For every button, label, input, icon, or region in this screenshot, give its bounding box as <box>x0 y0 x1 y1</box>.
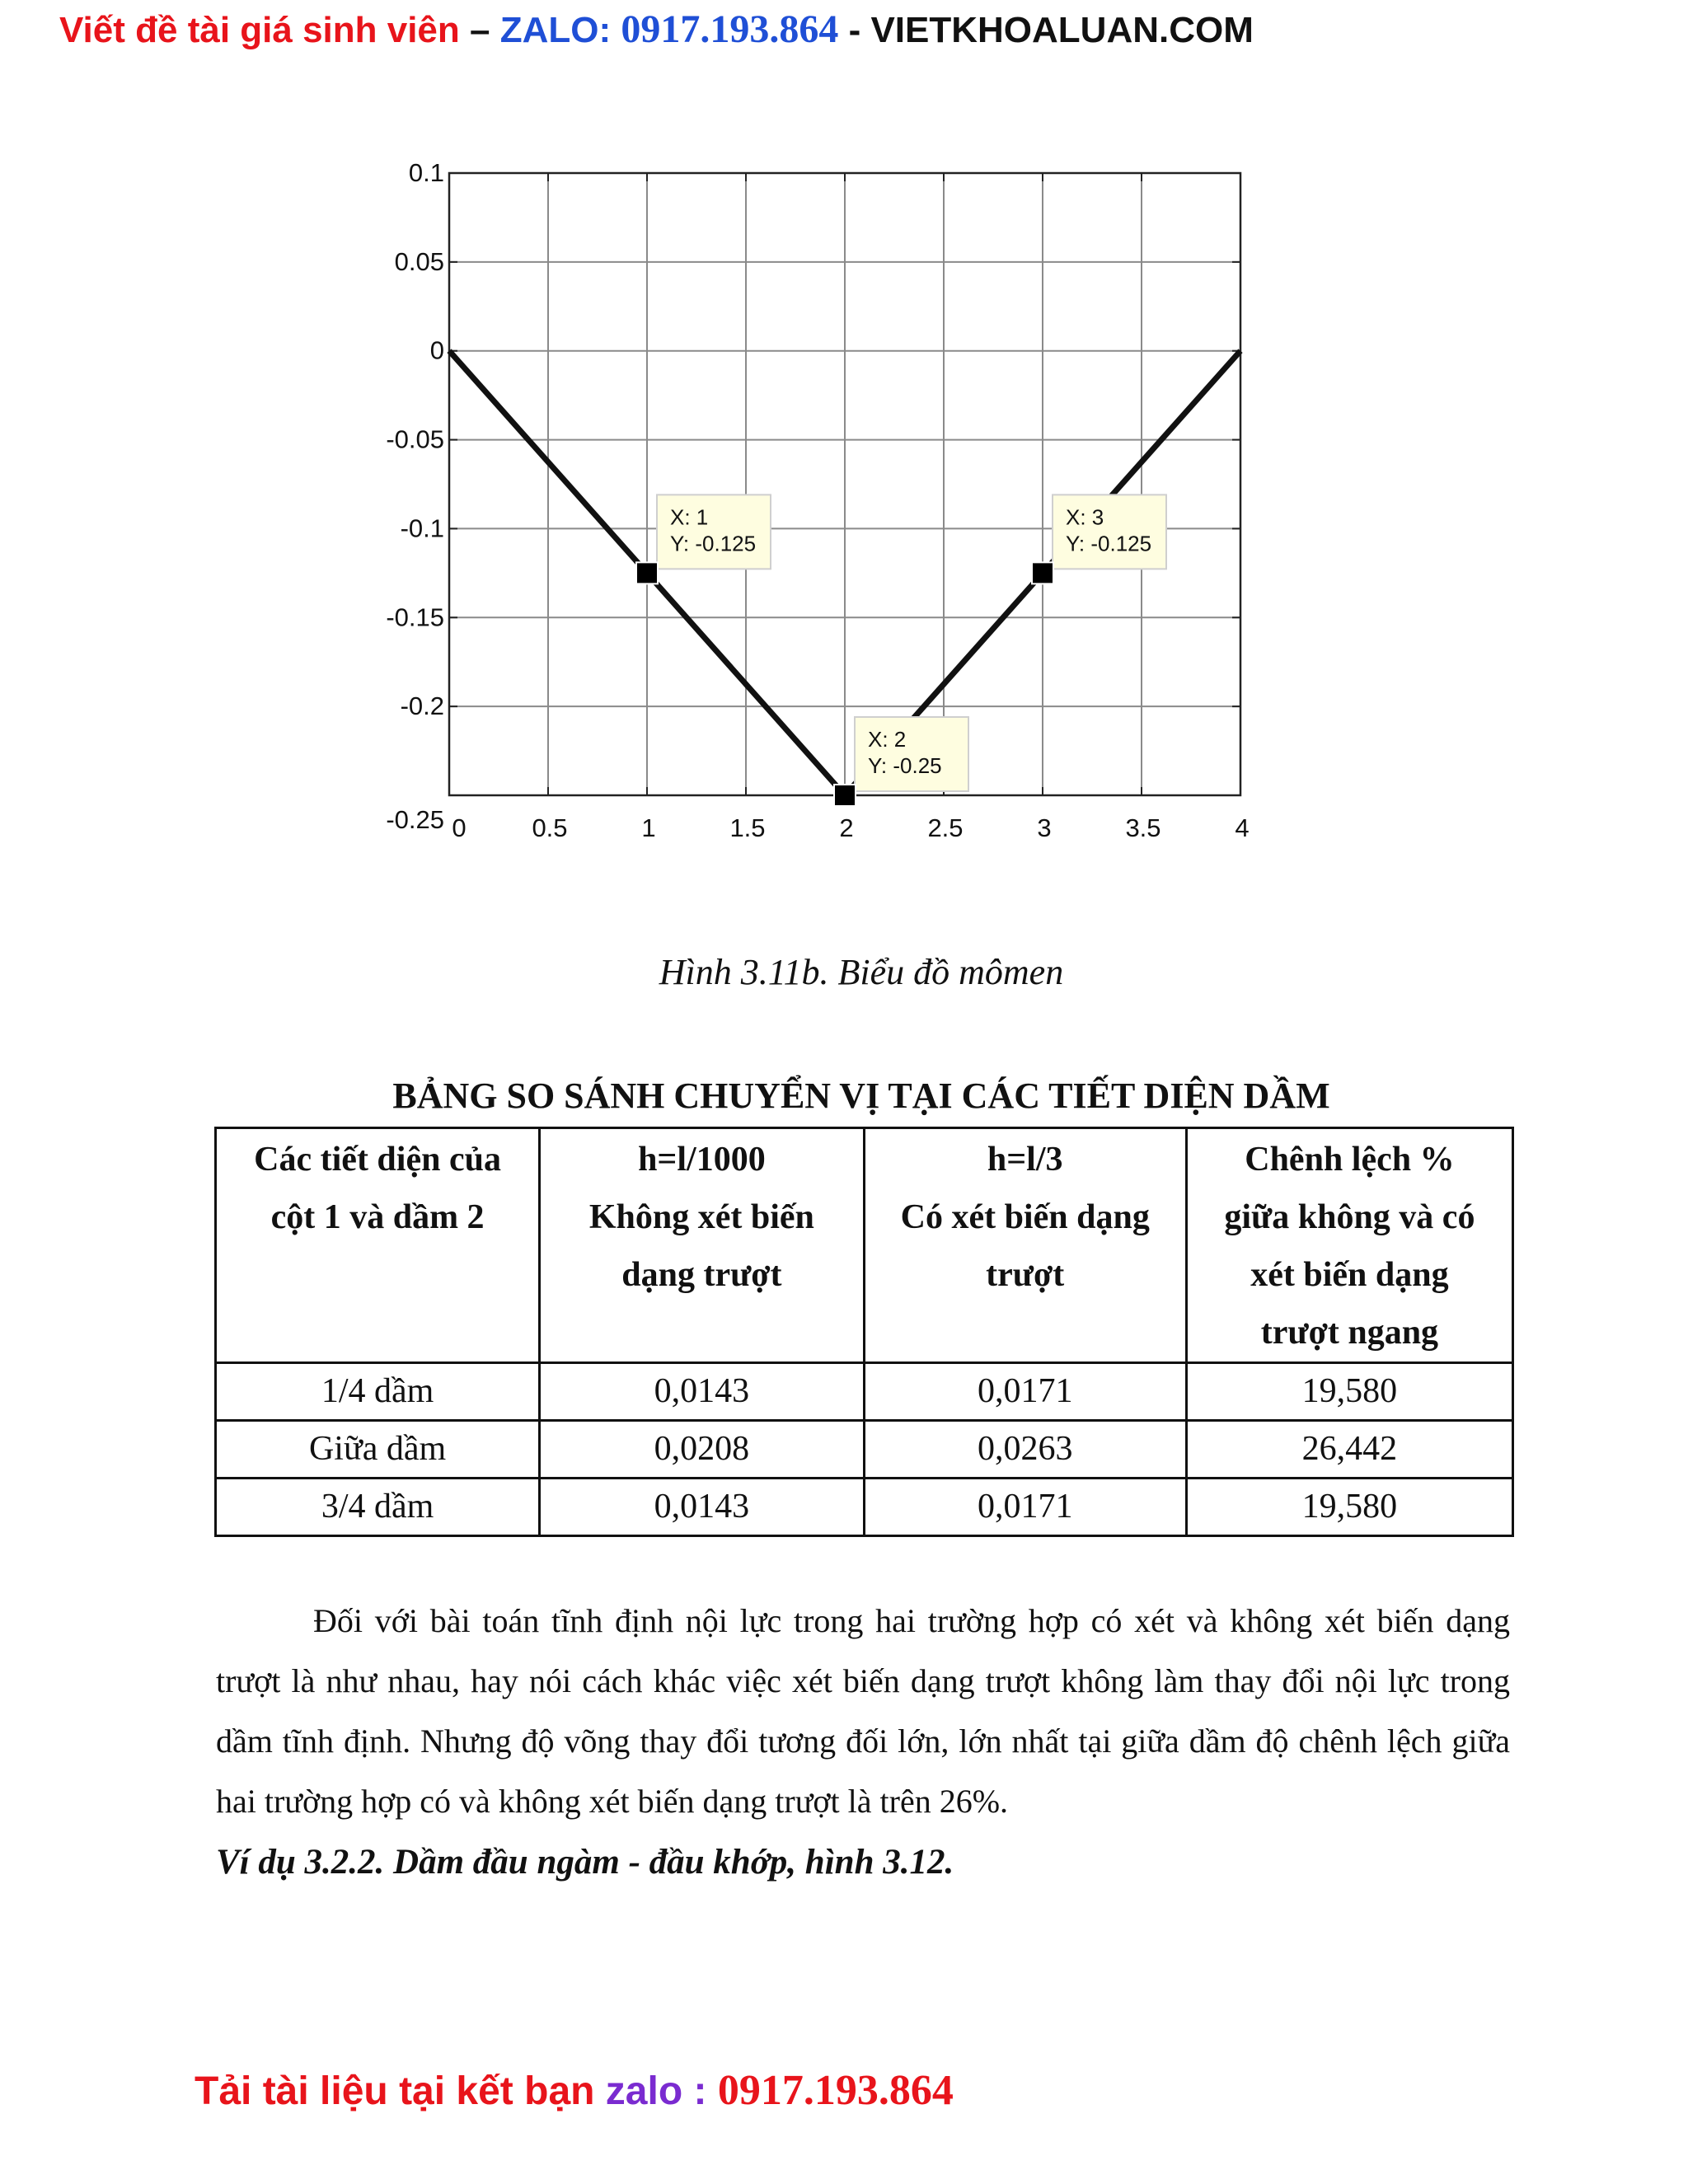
header-service-text: Viết đề tài giá sinh viên <box>59 10 460 50</box>
y-tick-label: -0.15 <box>386 602 444 632</box>
header-phone: 0917.193.864 <box>621 7 839 51</box>
datatip-y-label: Y: -0.25 <box>868 753 942 778</box>
header-line: cột 1 và dầm 2 <box>270 1198 485 1236</box>
header-line: dạng trượt <box>621 1256 782 1294</box>
comparison-table <box>214 1127 1514 1537</box>
x-tick-label: 3.5 <box>1125 813 1161 842</box>
datatip-x-label: X: 2 <box>868 727 907 752</box>
table-cell: 0,0208 <box>540 1421 864 1479</box>
x-tick-label: 1.5 <box>729 813 766 842</box>
moment-diagram-chart <box>363 148 1302 874</box>
table-cell: 19,580 <box>1186 1479 1512 1536</box>
y-tick-label: 0 <box>429 335 444 365</box>
x-tick-label: 3 <box>1037 813 1052 842</box>
y-tick-label: -0.25 <box>386 805 444 834</box>
y-tick-label: -0.2 <box>400 691 444 721</box>
datatip-y-label: Y: -0.125 <box>1066 531 1152 556</box>
header-zalo-label: ZALO: <box>499 10 621 50</box>
datatip-marker <box>636 562 658 583</box>
header-line: Chênh lệch % <box>1245 1141 1455 1179</box>
header-cell-no-shear <box>540 1128 864 1363</box>
footer-download-text: Tải tài liệu tại kết bạn <box>195 2069 606 2113</box>
y-tick-label: -0.05 <box>386 424 444 454</box>
header-separator: – <box>459 10 500 50</box>
x-tick-label: 1 <box>641 813 656 842</box>
header-line: h=l/3 <box>987 1141 1063 1179</box>
table-header-row <box>216 1128 1513 1363</box>
header-website: - VIETKHOALUAN.COM <box>838 10 1254 50</box>
header-line: Không xét biến <box>588 1198 814 1236</box>
table-row <box>216 1363 1513 1421</box>
table-title: BẢNG SO SÁNH CHUYỂN VỊ TẠI CÁC TIẾT DIỆN DẦM <box>392 1076 1330 1116</box>
header-line: h=l/1000 <box>638 1141 766 1179</box>
header-line: xét biến dạng <box>1250 1256 1449 1294</box>
x-tick-label: 2 <box>839 813 854 842</box>
table-row <box>216 1479 1513 1536</box>
table-cell: 0,0143 <box>540 1479 864 1536</box>
table-cell: 0,0171 <box>864 1479 1186 1536</box>
footer-zalo-label: zalo : <box>605 2069 718 2113</box>
figure-caption: Hình 3.11b. Biểu đồ mômen <box>659 952 1064 992</box>
page-footer-banner <box>195 2064 954 2118</box>
table-cell: 26,442 <box>1186 1421 1512 1479</box>
body-paragraph: Đối với bài toán tĩnh định nội lực trong hai trường hợp có xét và không xét biến dạng trượt là như nhau, hay nói cách khác việc xét biến dạng trượt không làm thay đổi nội lực trong dầm tĩnh định. Nhưng độ võng thay đổi tương đối lớn, lớn nhất tại giữa dầm độ chênh lệch giữa hai trường hợp có và không xét biến dạng trượt là trên 26%. <box>216 1602 1510 1820</box>
table-cell: Giữa dầm <box>216 1421 540 1479</box>
x-tick-label: 0 <box>452 813 467 842</box>
table-row <box>216 1421 1513 1479</box>
footer-phone: 0917.193.864 <box>717 2067 954 2114</box>
header-cell-with-shear <box>864 1128 1186 1363</box>
datatip-marker <box>834 785 856 806</box>
x-tick-label: 2.5 <box>927 813 964 842</box>
x-tick-label: 4 <box>1235 813 1250 842</box>
header-cell-difference <box>1186 1128 1512 1363</box>
header-line: trượt ngang <box>1260 1314 1439 1352</box>
header-line: Có xét biến dạng <box>900 1198 1150 1236</box>
y-tick-label: -0.1 <box>400 513 444 543</box>
header-cell-section <box>216 1128 540 1363</box>
example-heading: Ví dụ 3.2.2. Dầm đầu ngàm - đầu khớp, hình 3.12. <box>216 1843 954 1882</box>
header-line: giữa không và có <box>1224 1198 1475 1236</box>
x-tick-label: 0.5 <box>532 813 568 842</box>
header-line: Các tiết diện của <box>254 1141 501 1179</box>
y-tick-label: 0.05 <box>394 246 444 276</box>
table-cell: 3/4 dầm <box>216 1479 540 1536</box>
table-cell: 19,580 <box>1186 1363 1512 1421</box>
table-cell: 0,0143 <box>540 1363 864 1421</box>
table-cell: 0,0263 <box>864 1421 1186 1479</box>
datatip-x-label: X: 1 <box>670 504 709 530</box>
page-header-banner <box>59 5 1254 55</box>
table-cell: 0,0171 <box>864 1363 1186 1421</box>
datatip-x-label: X: 3 <box>1066 504 1104 530</box>
datatip-marker <box>1032 562 1053 583</box>
header-line: trượt <box>986 1256 1065 1294</box>
table-cell: 1/4 dầm <box>216 1363 540 1421</box>
datatip-y-label: Y: -0.125 <box>670 531 757 556</box>
y-tick-label: 0.1 <box>408 158 444 187</box>
